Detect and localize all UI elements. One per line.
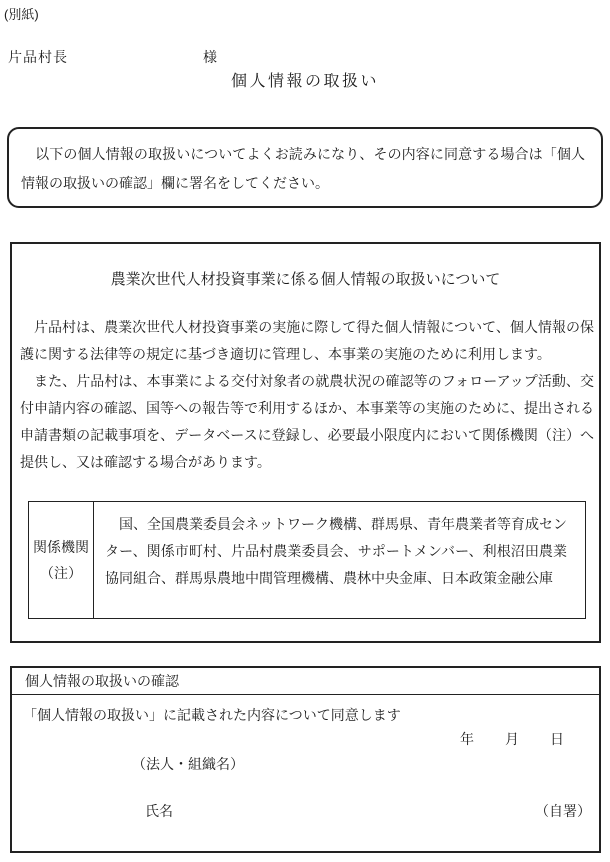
related-orgs-content-cell: 国、全国農業委員会ネットワーク機構、群馬県、青年農業者等育成センター、関係市町村、片品村農業委員会、サポートメンバー、利根沼田農業協同組合、群馬県農地中間管理機構、農林中央金庫、日本政策金融公庫 — [105, 516, 567, 586]
related-orgs-table — [28, 501, 586, 619]
related-orgs-label-cell — [29, 502, 94, 618]
policy-paragraph-2: また、片品村は、本事業による交付対象者の就農状況の確認等のフォローアップ活動、交付申請内容の確認、国等への報告等で利用するほか、本事業等の実施のために、提出される申請書類の記載事項を、データベースに登録し、必要最小限度内において関係機関（注）へ提供し、又は確認する場合があります。 — [20, 373, 594, 470]
related-orgs-label-line2: （注） — [40, 565, 82, 581]
notice-text: 以下の個人情報の取扱いについてよくお読みになり、その内容に同意する場合は「個人情報の取扱いの確認」欄に署名をしてください。 — [21, 146, 585, 191]
date-year-label: 年 — [460, 731, 474, 747]
addressee-honorific: 様 — [203, 49, 217, 65]
policy-body — [20, 314, 594, 476]
name-label: 氏名 — [145, 803, 173, 819]
policy-heading: 農業次世代人材投資事業に係る個人情報の取扱いについて — [110, 271, 501, 288]
date-month-label: 月 — [505, 731, 519, 747]
confirmation-box — [10, 666, 601, 853]
policy-box — [10, 242, 601, 643]
self-signature-label: （自署） — [535, 803, 591, 819]
org-name-label: （法人・組織名） — [132, 756, 244, 772]
notice-box — [7, 127, 603, 208]
attachment-label: (別紙) — [4, 7, 39, 22]
date-day-label: 日 — [550, 731, 564, 747]
addressee-name: 片品村長 — [8, 49, 68, 65]
confirmation-header: 個人情報の取扱いの確認 — [12, 668, 599, 695]
document-title: 個人情報の取扱い — [230, 73, 379, 90]
policy-paragraph-1: 片品村は、農業次世代人材投資事業の実施に際して得た個人情報について、個人情報の保護に関する法律等の規定に基づき適切に管理し、本事業の実施のために利用します。 — [20, 319, 594, 362]
related-orgs-label-line1: 関係機関 — [33, 539, 89, 555]
agreement-text: 「個人情報の取扱い」に記載された内容について同意します — [23, 707, 401, 723]
